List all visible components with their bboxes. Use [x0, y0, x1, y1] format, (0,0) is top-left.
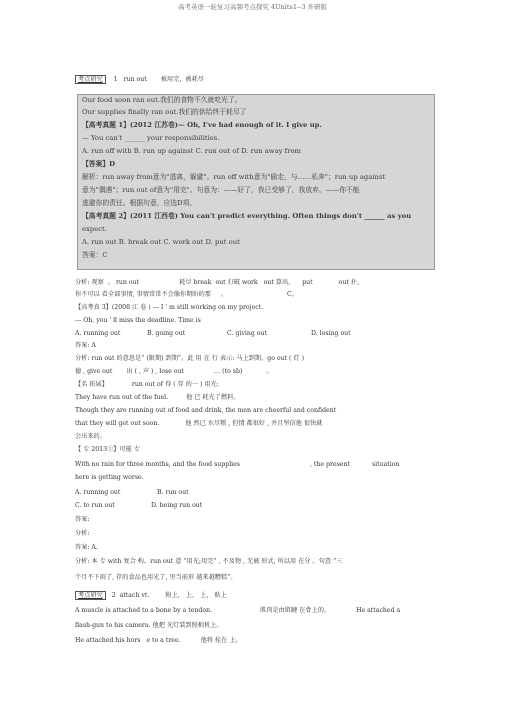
- answer-options: C. to run out D. being run out: [75, 502, 203, 509]
- box-line: 逃避你的责任。根据句意，应选D项。: [82, 199, 197, 207]
- box-line: 意为"偶遇"；run out of意为"用完"。句意为：——好了，我已受够了，我放弃。——你不能: [82, 186, 360, 194]
- text-line: 【 专 2013①】可能 专: [75, 446, 140, 453]
- box-line: A. run out B. break out C. work out D. put out: [82, 238, 240, 246]
- text-line: 个月不下雨了, 存的食品也用光了, 里当前形 越来越糟糕”。: [75, 574, 237, 581]
- answer-options: A. running out B. going out C. giving out D. losing out: [75, 330, 351, 337]
- text-line: A muscle is attached to a bone by a tendon. 肌肉是由肌腱 在骨上的。 He attached a: [75, 607, 401, 614]
- text-line: 分析: 观察 。 run out 耗尽 break out 打破 work out 算出, put out 扑，: [75, 279, 364, 286]
- section-meaning: 附上， 上， 上， 粘上: [165, 592, 227, 599]
- text-line: 分析: run out 的意思是“ (限期) 到期”。此 用 在 行 表示: 马上到期。go out ( 灯 ): [75, 355, 305, 362]
- section-meaning: 被用完，被耗尽: [160, 76, 204, 83]
- box-line: expect.: [82, 225, 107, 233]
- text-line: 【名 拓展】 run out of 得 ( 存 的一 ) 用光:: [75, 381, 219, 388]
- box-line: 答案：C: [82, 251, 108, 259]
- section-phrase: run out: [123, 76, 147, 83]
- text-line: flash-gun to his camera. 他把 光灯装到照相机上。: [75, 622, 223, 629]
- section-number: 2: [111, 592, 116, 599]
- exam-example-box: [77, 94, 435, 270]
- box-line: 解析：run away from意为"逃离，躲避"。run off with意为"偷走，与……私奔"；run up against: [82, 173, 386, 181]
- box-line: Our supplies finally ran out.我们的供给终于耗尽了: [82, 108, 247, 116]
- section-phrase: attach vt.: [119, 592, 150, 599]
- section-tag: 考点研究: [75, 591, 106, 600]
- text-line: Though they are running out of food and drink, the men are cheerful and confident: [75, 407, 337, 414]
- answer-line: 答案: A: [75, 342, 96, 349]
- box-line: A. run off with B. run up against C. run out of D. run away from: [82, 147, 301, 155]
- answer-options: A. running out B. run out: [75, 489, 189, 496]
- text-line: 分析: 本 专 with 复合 构。run out 意 “用光;用完” , 不及物 , 无被 形式, 所以用 在分 。句意 “三: [75, 558, 343, 565]
- text-line: 德 , give out 出 ( , 声 ) , lose out … (to sb) 。: [75, 368, 273, 375]
- section-2-heading: [75, 592, 227, 600]
- text-line: 会出来的。: [75, 433, 106, 440]
- answer-line: 答案: A.: [75, 544, 98, 551]
- document-header: 高考英语一轮复习高频考点探究 4Units1--3 外研版: [177, 3, 328, 11]
- text-line: 分析:: [75, 530, 90, 537]
- box-line: 【答案】D: [82, 160, 116, 168]
- text-line: They have run out of the fuel. 他 已 耗光了燃料。: [75, 394, 240, 401]
- section-1-heading: [75, 76, 204, 84]
- section-number: 1: [113, 76, 118, 83]
- text-line: He attached his hors e to a tree. 他将 拴在 上。: [75, 637, 242, 644]
- text-line: that they will get out soon. 他 然已 水尽粮 , 但情 都很好 , 并且坚信他 很快就: [75, 420, 323, 427]
- text-line: here is getting worse.: [75, 474, 144, 481]
- text-line: 【高考真 3】(2008 江 卷 ) --- I ' m still working on my project.: [75, 304, 264, 311]
- text-line: --- Oh, you ' ll miss the deadline. Time is: [75, 317, 201, 324]
- box-line: Our food soon ran out.我们的食物不久就吃光了。: [82, 96, 242, 104]
- box-line: 【高考真题 2】(2011 江西卷) You can't predict everything. Often things don't ______ as you: [82, 212, 412, 220]
- box-line: 【高考真题 1】(2012 江苏卷)— Oh, I've had enough of it. I give up.: [82, 121, 322, 129]
- box-line: — You can't ______ your responsibilities.: [82, 134, 220, 142]
- section-tag: 考点研究: [75, 75, 106, 84]
- answer-line: 答案:: [75, 516, 90, 523]
- text-line: With no rain for three months, and the food supplies , the present situation: [75, 461, 400, 468]
- text-line: 你不可以 看全部事情, 事情常常不会像你期盼的那 。 C。: [75, 291, 298, 298]
